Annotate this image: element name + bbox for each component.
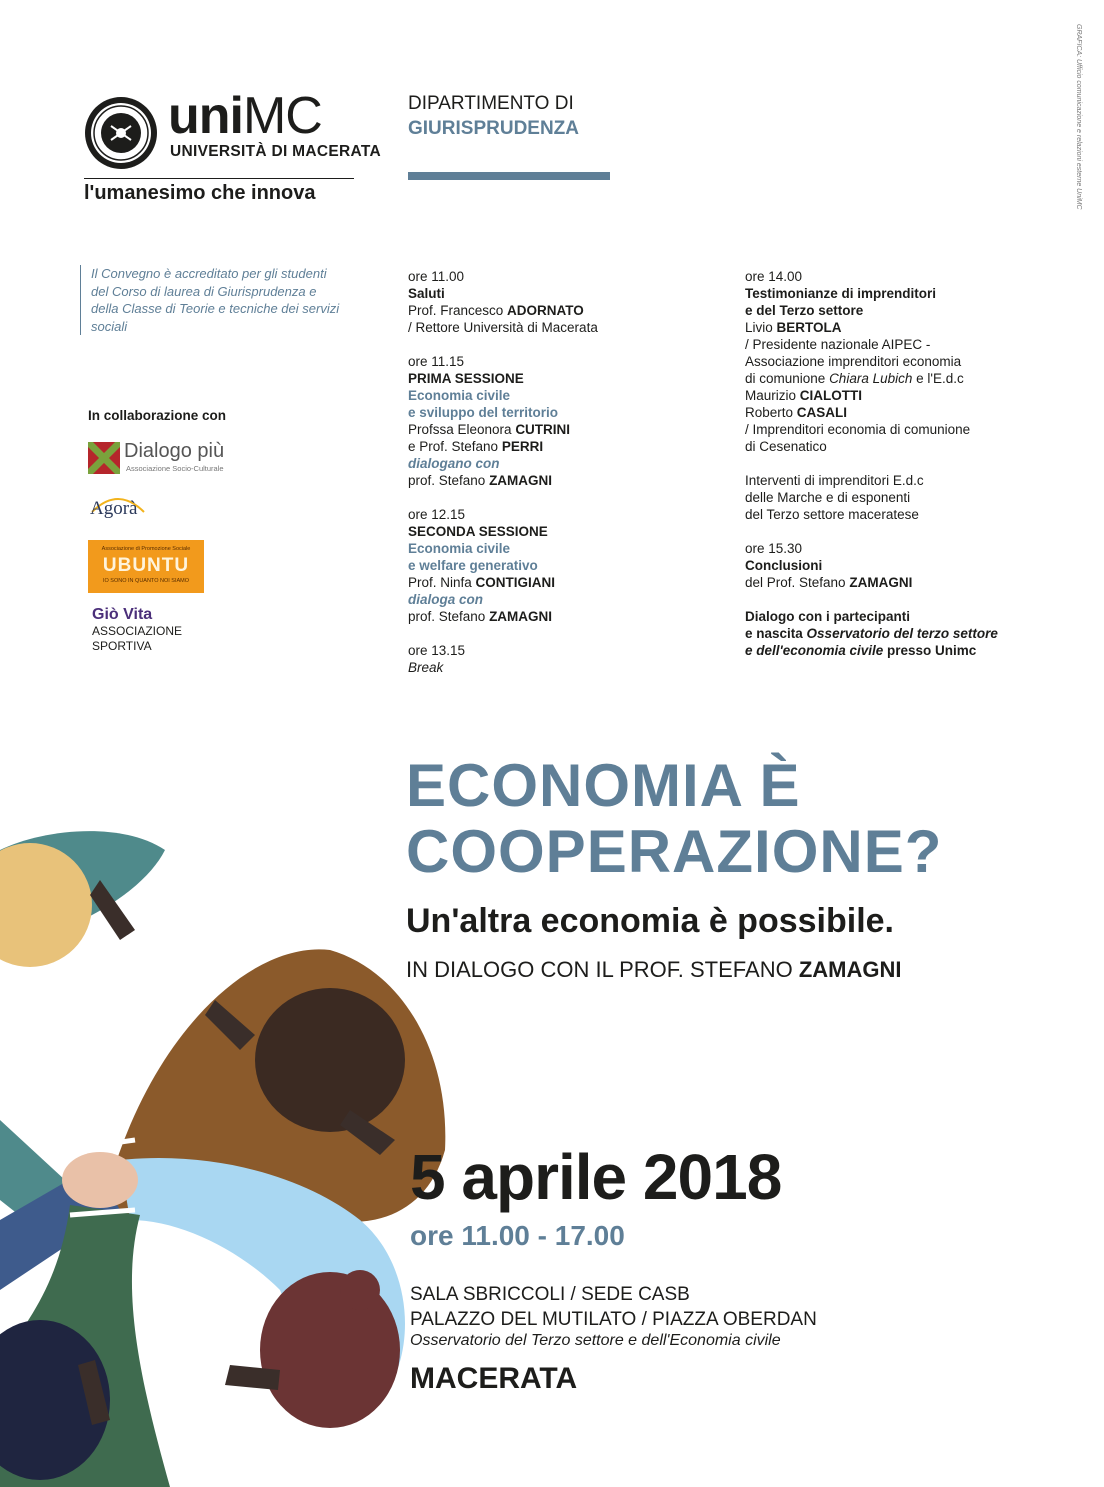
speaker-surname: CONTIGIANI — [475, 575, 556, 590]
speaker-prefix: prof. Stefano — [408, 609, 490, 624]
closing-italic: e dell'economia civile — [745, 643, 884, 658]
speaker-line — [408, 438, 728, 455]
session-topic: Economia civile — [408, 388, 511, 403]
speaker-line — [408, 472, 728, 489]
speaker-role: / Imprenditori economia di comunione — [745, 422, 971, 437]
collaboration-label: In collaborazione con — [88, 408, 227, 423]
speaker-role: Associazione imprenditori economia — [745, 354, 962, 369]
person-brown-head — [255, 988, 405, 1132]
person-auburn-bun — [340, 1270, 380, 1310]
ubuntu-tagline: IO SONO IN QUANTO NOI SIAMO — [102, 578, 190, 584]
speaker-line — [408, 421, 728, 438]
university-motto: l'umanesimo che innova — [84, 182, 316, 204]
session-title: Conclusioni — [745, 558, 823, 573]
session-title: Saluti — [408, 286, 445, 301]
paragraph-line: delle Marche e di esponenti — [745, 490, 911, 505]
closing-suffix: presso Unimc — [883, 643, 977, 658]
logo-subtitle: UNIVERSITÀ DI MACERATA — [170, 143, 381, 160]
unimc-logo-wordmark — [168, 87, 322, 145]
speaker-line — [408, 574, 728, 591]
speaker-role — [745, 370, 1085, 387]
event-subtitle: Un'altra economia è possibile. — [406, 902, 895, 940]
dialog-label: dialogano con — [408, 456, 500, 471]
agora-logo — [86, 490, 150, 530]
speaker-surname: ZAMAGNI — [489, 473, 553, 488]
event-title-line2: COOPERAZIONE? — [406, 818, 943, 885]
session-topic: Economia civile — [408, 541, 511, 556]
gio-vita-logo — [92, 606, 182, 654]
accreditation-note: Il Convegno è accreditato per gli studenti del Corso di laurea di Giurisprudenza e della Classe di Teorie e tecniche dei servizi sociali — [80, 265, 341, 335]
event-date: 5 aprile 2018 — [410, 1141, 782, 1213]
speaker-role: di Cesenatico — [745, 439, 827, 454]
cooperation-illustration — [0, 820, 460, 1487]
dialogo-piu-title: Dialogo più — [124, 440, 225, 462]
speaker-prefix: Prof. Ninfa — [408, 575, 476, 590]
event-dialog-line — [406, 957, 901, 983]
speaker-surname: CASALI — [796, 405, 848, 420]
speaker-prefix: Prof. Francesco — [408, 303, 508, 318]
dialogo-piu-mark-icon — [88, 442, 120, 474]
ubuntu-name: UBUNTU — [102, 555, 190, 576]
speaker-prefix: Maurizio — [745, 388, 800, 403]
speaker-prefix: Livio — [745, 320, 777, 335]
session-time: ore 14.00 — [745, 269, 803, 284]
session-time: ore 12.15 — [408, 507, 466, 522]
role-prefix: di comunione — [745, 371, 830, 386]
gio-vita-line1: ASSOCIAZIONE — [92, 624, 183, 638]
logo-mc: MC — [242, 87, 322, 145]
gio-vita-name: Giò Vita — [92, 606, 153, 623]
programme-column-morning — [408, 268, 728, 676]
speaker-line — [408, 608, 728, 625]
speaker-line — [745, 319, 1085, 336]
session-title: PRIMA SESSIONE — [408, 371, 524, 386]
speaker-surname: ADORNATO — [507, 303, 584, 318]
paragraph-line: Interventi di imprenditori E.d.c — [745, 473, 924, 488]
venue-line3: Osservatorio del Terzo settore e dell'Economia civile — [410, 1332, 781, 1349]
event-title-line1: ECONOMIA È — [406, 752, 801, 819]
speaker-surname: CIALOTTI — [799, 388, 863, 403]
event-hours: ore 11.00 - 17.00 — [410, 1220, 625, 1251]
closing-line — [745, 642, 1085, 659]
speaker-line — [745, 404, 1085, 421]
speaker-line — [408, 302, 728, 319]
closing-italic: Osservatorio del terzo settore — [806, 626, 998, 641]
department-accent-bar — [408, 172, 610, 180]
speaker-prefix: e Prof. Stefano — [408, 439, 502, 454]
session-title: e del Terzo settore — [745, 303, 864, 318]
speaker-prefix: del Prof. Stefano — [745, 575, 850, 590]
session-time: ore 15.30 — [745, 541, 803, 556]
venue-line2: PALAZZO DEL MUTILATO / PIAZZA OBERDAN — [410, 1309, 817, 1330]
joined-hands — [62, 1152, 138, 1208]
session-title: Break — [408, 660, 444, 675]
speaker-role: / Presidente nazionale AIPEC - — [745, 337, 931, 352]
dialog-label: dialoga con — [408, 592, 484, 607]
speaker-surname: PERRI — [501, 439, 544, 454]
session-title: SECONDA SESSIONE — [408, 524, 548, 539]
closing-prefix: e nascita — [745, 626, 807, 641]
speaker-line — [745, 574, 1085, 591]
dialogo-piu-logo — [88, 440, 238, 476]
programme-column-afternoon — [745, 268, 1085, 659]
closing-line — [745, 625, 1085, 642]
speaker-surname: CUTRINI — [515, 422, 571, 437]
session-time: ore 11.00 — [408, 269, 465, 284]
ubuntu-top-text: Associazione di Promozione Sociale — [101, 546, 191, 552]
speaker-prefix: prof. Stefano — [408, 473, 490, 488]
role-suffix: e l'E.d.c — [912, 371, 964, 386]
dialogo-piu-subtitle: Associazione Socio-Culturale — [126, 464, 224, 473]
session-time: ore 11.15 — [408, 354, 465, 369]
gio-vita-line2: SPORTIVA — [92, 639, 152, 653]
session-topic: e welfare generativo — [408, 558, 538, 573]
department-label: DIPARTIMENTO DI — [408, 93, 574, 114]
speaker-surname: BERTOLA — [776, 320, 842, 335]
speaker-surname: ZAMAGNI — [489, 609, 553, 624]
dialog-prefix: IN DIALOGO CON IL PROF. STEFANO — [406, 957, 799, 982]
paragraph-line: del Terzo settore maceratese — [745, 507, 919, 522]
venue-line1: SALA SBRICCOLI / SEDE CASB — [410, 1284, 690, 1305]
speaker-role: / Rettore Università di Macerata — [408, 320, 598, 335]
speaker-surname: ZAMAGNI — [849, 575, 913, 590]
speaker-prefix: Roberto — [745, 405, 797, 420]
dialog-surname: ZAMAGNI — [798, 957, 902, 982]
role-italic: Chiara Lubich — [829, 371, 913, 386]
speaker-line — [745, 387, 1085, 404]
university-seal-logo — [84, 96, 158, 170]
agora-name: Agorà — [90, 498, 138, 519]
session-title: Testimonianze di imprenditori — [745, 286, 937, 301]
session-topic: e sviluppo del territorio — [408, 405, 559, 420]
logo-divider — [84, 178, 354, 179]
session-time: ore 13.15 — [408, 643, 466, 658]
side-credit: GRAFICA: Ufficio comunicazione e relazioni esterne UniMC — [1075, 24, 1082, 210]
department-name: GIURISPRUDENZA — [408, 118, 580, 139]
speaker-prefix: Profssa Eleonora — [408, 422, 516, 437]
event-city: MACERATA — [410, 1362, 578, 1395]
closing-line: Dialogo con i partecipanti — [745, 609, 911, 624]
ubuntu-logo — [88, 540, 204, 593]
logo-uni: uni — [168, 87, 243, 145]
